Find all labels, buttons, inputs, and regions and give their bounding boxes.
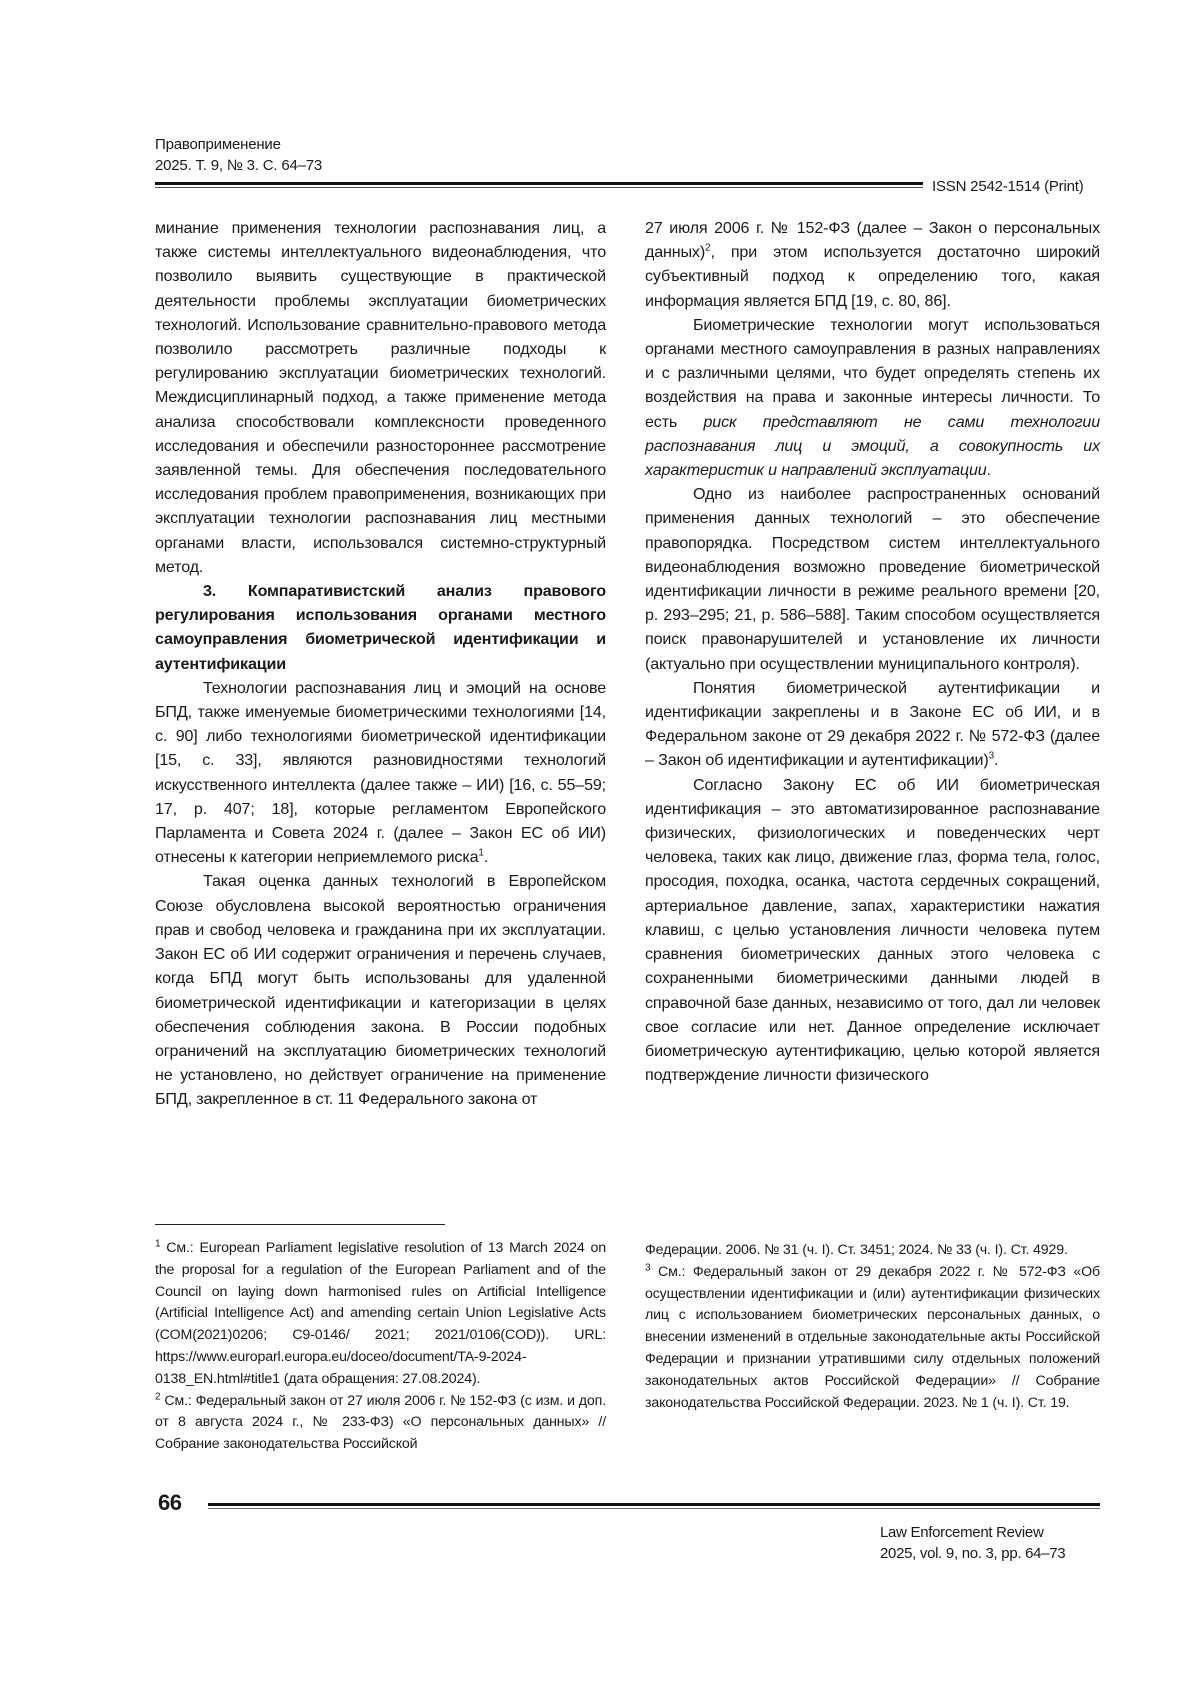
footnote-ref[interactable]: 1 [478,847,484,859]
section-heading: 3. Компаративистский анализ правового регулирования использования органами местного самоуправления биометрической идентификации и аутентификации [155,582,606,673]
right-column [645,216,1100,1087]
footnote-text: См.: Федеральный закон от 27 июля 2006 г. № 152-ФЗ (с изм. и доп. от 8 августа 2024 г., № 233-ФЗ) «О персональных данных» // Собрание законодательства Российской [155,1392,606,1453]
footnote-separator [155,1224,445,1225]
citation-ru: 2025. Т. 9, № 3. С. 64–73 [155,157,323,174]
footnote-3 [645,1262,1100,1415]
paragraph: Одно из наиболее распространенных оснований применения данных технологий – это обеспечение правопорядка. Посредством систем интеллектуального видеонаблюдения возможно проведение биометрической идентификации личности в режиме реального времени [20, p. 293–295; 21, p. 586–588]. Таким способом осуществляется поиск правонарушителей и установление их личности (актуально при осуществлении муниципального контроля). [645,485,1100,673]
footnotes-right [645,1240,1100,1414]
running-head [155,134,322,176]
paragraph-text: , при этом используется достаточно широкий субъективный подход к определению того, какая информация является БПД [19, с. 80, 86]. [645,243,1100,310]
paragraph-text: Биометрические технологии могут использоваться органами местного самоуправления в разных направлениях и с различными целями, что будет определять степень их воздействия на права и законные интересы личности. То есть [645,315,1100,431]
paragraph-text: . [986,461,991,480]
footer-rule [208,1503,1100,1506]
running-foot [880,1522,1065,1564]
journal-title-en: Law Enforcement Review [880,1524,1044,1541]
left-column [155,216,606,1112]
issn: ISSN 2542-1514 (Print) [932,178,1084,195]
header-rule [155,182,923,185]
footer-rule-thin [208,1508,1100,1509]
paragraph [155,676,606,870]
journal-title-ru: Правоприменение [155,136,281,153]
paragraph-text: 27 июля 2006 г. № 152-ФЗ (далее – Закон о персональных данных) [645,219,1100,262]
paragraph-text: . [994,751,999,770]
footnote-2-continued: Федерации. 2006. № 31 (ч. I). Ст. 3451; 2024. № 33 (ч. I). Ст. 4929. [645,1242,1068,1258]
footnote-1 [155,1238,606,1391]
paragraph: Такая оценка данных технологий в Европейском Союзе обусловлена высокой вероятностью ограничения прав и свобод человека и гражданина при их эксплуатации. Закон ЕС об ИИ содержит ограничения и перечень случаев, когда БПД могут быть использованы для удаленной биометрической идентификации и категоризации в целях обеспечения соблюдения закона. В России подобных ограничений на эксплуатацию биометрических технологий не установлено, но действует ограничение на применение БПД, закрепленное в ст. 11 Федерального закона от [155,872,606,1109]
emphasis-text: риск представляют не сами технологии распознавания лиц и эмоций, а совокупность их характеристик и направлений эксплуатации [645,412,1100,480]
footnotes-left [155,1238,606,1456]
paragraph-text: . [483,848,489,867]
footnote-mark: 2 [155,1390,161,1402]
footnote-text: См.: Федеральный закон от 29 декабря 2022 г. № 572-ФЗ «Об осуществлении идентификации и (или) аутентификации физических лиц с использованием биометрических персональных данных, о внесении изменений в отдельные законодательные акты Российской Федерации и признании утратившими силу отдельных положений законодательных актов Российской Федерации» // Собрание законодательства Российской Федерации. 2023. № 1 (ч. I). Ст. 19. [645,1263,1100,1411]
paragraph: Согласно Закону ЕС об ИИ биометрическая идентификация – это автоматизированное распознавание физических, физиологических и поведенческих черт человека, таких как лицо, движение глаз, форма тела, голос, просодия, походка, осанка, частота сердечных сокращений, артериальное давление, запах, характеристики нажатия клавиш, с целью установления личности человека путем сравнения биометрических данных этого человека с сохраненными биометрическими данными людей в справочной базе данных, независимо от того, дал ли человек свое согласие или нет. Данное определение исключает биометрическую аутентификацию, целью которой является подтверждение личности физического [645,775,1100,1085]
footnote-ref[interactable]: 3 [988,751,995,763]
page-number: 66 [158,1490,182,1515]
paragraph [645,676,1100,773]
header-rule-thin [155,187,923,188]
footnote-text: См.: European Parliament legislative resolution of 13 March 2024 on the proposal for a regulation of the European Parliament and of the Council on laying down harmonised rules on Artificial Intelligence (Artificial Intelligence Act) and amending certain Union Legislative Acts (COM(2021)0206; C9-0146/ 2021; 2021/0106(COD)). URL: https://www.europarl.europa.eu/doceo/document/TA-9-2024-0138_EN.html#title1 (дата обращения: 27.08.2024). [155,1240,606,1387]
footnote-2 [155,1391,606,1456]
footnote-mark: 1 [155,1238,161,1250]
citation-en: 2025, vol. 9, no. 3, pp. 64–73 [880,1545,1066,1562]
paragraph [645,313,1100,482]
footnote-ref[interactable]: 2 [705,242,711,254]
paragraph-text: Понятия биометрической аутентификации и идентификации закреплены и в Законе ЕС об ИИ, и в Федеральном законе от 29 декабря 2022 г. № 572-ФЗ (далее – Закон об идентификации и аутентификации) [645,678,1100,770]
paragraph-text: Технологии распознавания лиц и эмоций на основе БПД, также именуемые биометрическими технологиями [14, с. 90] либо технологиями биометрической идентификации [15, с. 33], являются разновидностями технологий искусственного интеллекта (далее также – ИИ) [16, с. 55–59; 17, p. 407; 18], которые регламентом Европейского Парламента и Совета 2024 г. (далее – Закон ЕС об ИИ) отнесены к категории неприемлемого риска [155,678,606,867]
footnote-mark: 3 [645,1262,651,1274]
paragraph [645,216,1100,313]
paragraph: минание применения технологии распознавания лиц, а также системы интеллектуального видеонаблюдения, что позволило выявить существующие в практической деятельности проблемы эксплуатации биометрических технологий. Использование сравнительно-правового метода позволило рассмотреть различные подходы к регулированию эксплуатации биометрических технологий. Междисциплинарный подход, а также применение метода анализа способствовали комплексности проведенного исследования и обеспечили разностороннее рассмотрение заявленной темы. Для обеспечения последовательного исследования проблем правоприменения, возникающих при эксплуатации технологии распознавания лиц местными органами власти, использовался системно-структурный метод. [155,219,606,576]
